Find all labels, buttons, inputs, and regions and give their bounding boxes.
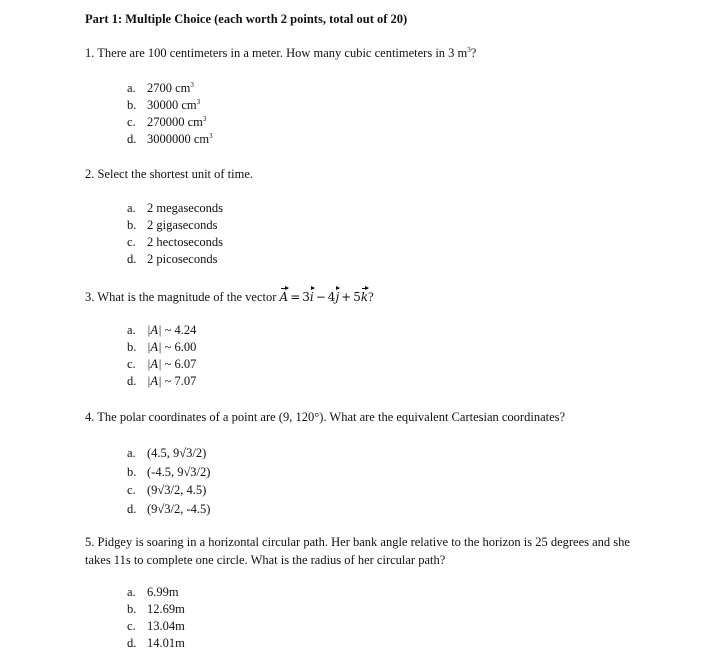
option-letter: b.: [127, 98, 137, 112]
option-letter: a.: [127, 201, 136, 215]
option-value: (9√3/2, -4.5): [147, 501, 211, 516]
question-4-stem: 4. The polar coordinates of a point are (9, 120°). What are the equivalent Cartesian coordinates?: [85, 410, 566, 424]
question-3-text: 3. What is the magnitude of the vector: [85, 290, 280, 304]
minus-sign: −: [315, 290, 326, 304]
option-5c: [127, 618, 185, 635]
option-letter: b.: [127, 464, 137, 479]
option-exponent: 3: [209, 132, 213, 140]
question-5-options: [127, 584, 185, 652]
option-letter: a.: [127, 323, 136, 337]
option-value: 6.99m: [147, 585, 179, 599]
option-letter: d.: [127, 132, 137, 146]
question-3-stem: [85, 288, 374, 306]
option-value: ~ 7.07: [161, 374, 197, 388]
option-letter: b.: [127, 602, 137, 616]
option-value: 13.04m: [147, 619, 185, 633]
option-value: 2 gigaseconds: [147, 218, 218, 232]
option-2a: [127, 200, 223, 217]
option-letter: c.: [127, 115, 136, 129]
option-letter: c.: [127, 357, 136, 371]
option-exponent: 3: [196, 98, 201, 106]
question-4-options: [127, 444, 210, 518]
question-3-end: ?: [368, 290, 374, 304]
option-value: 2 picoseconds: [147, 252, 218, 266]
unit-k: k: [360, 290, 369, 304]
question-1-end: ?: [470, 46, 477, 60]
option-1d: [127, 131, 213, 148]
option-3c: [127, 356, 196, 373]
option-4c: [127, 481, 210, 500]
option-value: 2 megaseconds: [147, 201, 224, 215]
option-letter: c.: [127, 235, 136, 249]
option-letter: d.: [127, 252, 137, 266]
magnitude-symbol: |A|: [147, 340, 162, 354]
option-letter: a.: [127, 446, 136, 460]
option-1c: [127, 114, 213, 131]
vector-a: A: [279, 290, 289, 304]
option-1a: [127, 80, 213, 97]
option-exponent: 3: [202, 115, 207, 123]
option-5d: [127, 635, 185, 652]
option-letter: c.: [127, 619, 136, 633]
option-value: (4.5, 9√3/2): [147, 446, 207, 460]
section-heading: Part 1: Multiple Choice (each worth 2 points, total out of 20): [85, 12, 408, 26]
option-3d: [127, 373, 196, 390]
option-value: 270000 cm: [147, 115, 203, 129]
option-value: 2 hectoseconds: [147, 235, 224, 249]
option-letter: a.: [127, 585, 136, 599]
option-letter: b.: [127, 218, 137, 232]
option-2b: [127, 217, 223, 234]
coef-3: 5: [353, 290, 361, 304]
option-4a: [127, 444, 210, 463]
unit-j: j: [335, 290, 340, 304]
option-value: 3000000 cm: [147, 132, 210, 146]
question-1-stem: [85, 44, 476, 62]
option-value: 2700 cm: [147, 81, 191, 95]
option-2d: [127, 251, 223, 268]
option-value: ~ 4.24: [161, 323, 197, 337]
option-4d: [127, 500, 210, 519]
option-value: 30000 cm: [147, 98, 197, 112]
unit-i: i: [309, 290, 314, 304]
question-1-text: 1. There are 100 centimeters in a meter. How many cubic centimeters in 3 m: [85, 46, 468, 60]
option-letter: a.: [127, 81, 136, 95]
plus-sign: +: [341, 290, 352, 304]
option-2c: [127, 234, 223, 251]
question-2-options: [127, 200, 223, 268]
question-2-stem: 2. Select the shortest unit of time.: [85, 167, 254, 181]
question-1-options: [127, 80, 213, 148]
option-3b: [127, 339, 196, 356]
coef-2: 4: [327, 290, 336, 304]
vector-equation: [280, 290, 369, 304]
question-3-options: [127, 322, 196, 390]
option-letter: d.: [127, 501, 137, 516]
option-letter: b.: [127, 340, 137, 354]
magnitude-symbol: |A|: [147, 357, 162, 371]
magnitude-symbol: |A|: [147, 323, 162, 337]
option-value: 12.69m: [147, 602, 185, 616]
option-value: (9√3/2, 4.5): [147, 483, 207, 497]
magnitude-symbol: |A|: [147, 374, 162, 388]
option-4b: [127, 463, 210, 482]
option-exponent: 3: [190, 81, 194, 89]
option-3a: [127, 322, 196, 339]
coef-1: 3: [302, 290, 310, 304]
option-1b: [127, 97, 213, 114]
equals-sign: =: [290, 290, 301, 304]
option-value: (-4.5, 9√3/2): [147, 464, 211, 479]
option-letter: c.: [127, 483, 136, 497]
option-letter: d.: [127, 636, 137, 650]
question-1-exponent: 3: [467, 46, 471, 54]
option-value: 14.01m: [147, 636, 185, 650]
option-5a: [127, 584, 185, 601]
question-5-stem: 5. Pidgey is soaring in a horizontal circular path. Her bank angle relative to the horizon is 25 degrees and she takes 11s to complete one circle. What is the radius of her circular path?: [85, 535, 630, 567]
option-letter: d.: [127, 374, 137, 388]
option-value: ~ 6.07: [161, 357, 197, 371]
option-value: ~ 6.00: [161, 340, 197, 354]
option-5b: [127, 601, 185, 618]
